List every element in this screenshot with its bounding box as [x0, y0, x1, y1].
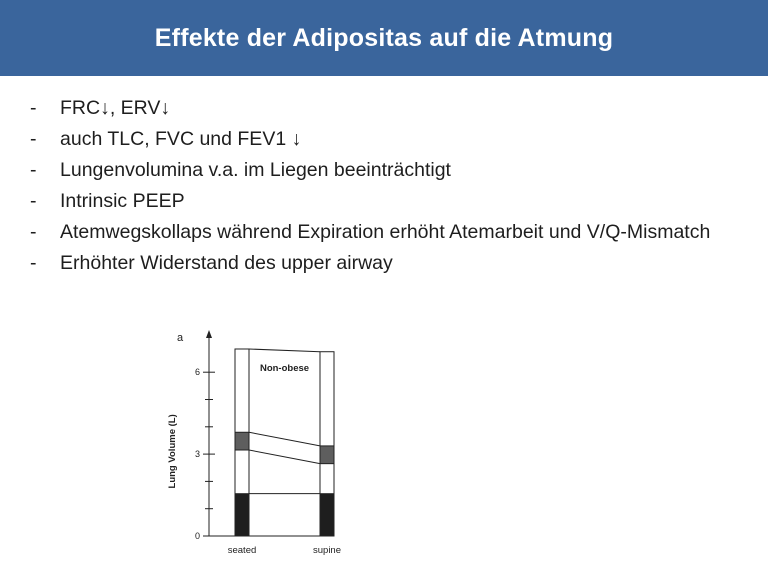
- y-axis-label: Lung Volume (L): [167, 414, 178, 489]
- panel-title: Non-obese: [259, 362, 310, 374]
- lung-volume-figure: [150, 324, 610, 564]
- v1-bar: [235, 432, 249, 450]
- bullet-item: [30, 158, 730, 182]
- bullet-dash: -: [30, 159, 37, 181]
- bullet-item: [30, 127, 730, 151]
- y-tick-label: 0: [194, 531, 200, 541]
- bullet-item: [30, 189, 730, 213]
- bullet-dash: -: [30, 221, 37, 243]
- bullet-text: Intrinsic PEEP: [60, 190, 185, 212]
- bullet-text: Erhöhter Widerstand des upper airway: [60, 252, 393, 274]
- bullet-text: Atemwegskollaps während Expiration erhöht Atemarbeit und V/Q-Mismatch: [60, 221, 711, 243]
- connector-line: [249, 349, 320, 352]
- panel-label: a: [177, 332, 184, 344]
- bullet-text: Lungenvolumina v.a. im Liegen beeinträchtigt: [60, 159, 451, 181]
- rv-bar: [235, 494, 249, 536]
- bullet-item: [30, 251, 730, 275]
- y-tick-label: 6: [194, 367, 200, 378]
- y-tick-label: 3: [194, 449, 200, 460]
- y-axis-arrow: [206, 330, 212, 338]
- v1-bar: [320, 446, 334, 464]
- x-category-label: seated: [227, 545, 257, 556]
- title-bar: [0, 0, 768, 76]
- bullet-dash: -: [30, 252, 37, 274]
- rv-bar: [320, 494, 334, 536]
- connector-line: [249, 432, 320, 446]
- bullet-dash: -: [30, 97, 37, 119]
- bullet-dash: -: [30, 128, 37, 150]
- bullet-text: FRC↓, ERV↓: [60, 97, 171, 119]
- x-category-label: supine: [313, 545, 341, 556]
- slide-title: Effekte der Adipositas auf die Atmung: [154, 23, 614, 52]
- bullet-list: [30, 96, 730, 282]
- connector-line: [249, 450, 320, 464]
- bullet-text: auch TLC, FVC und FEV1 ↓: [60, 128, 302, 150]
- bullet-item: [30, 96, 730, 120]
- bullet-item: [30, 220, 730, 244]
- bullet-dash: -: [30, 190, 37, 212]
